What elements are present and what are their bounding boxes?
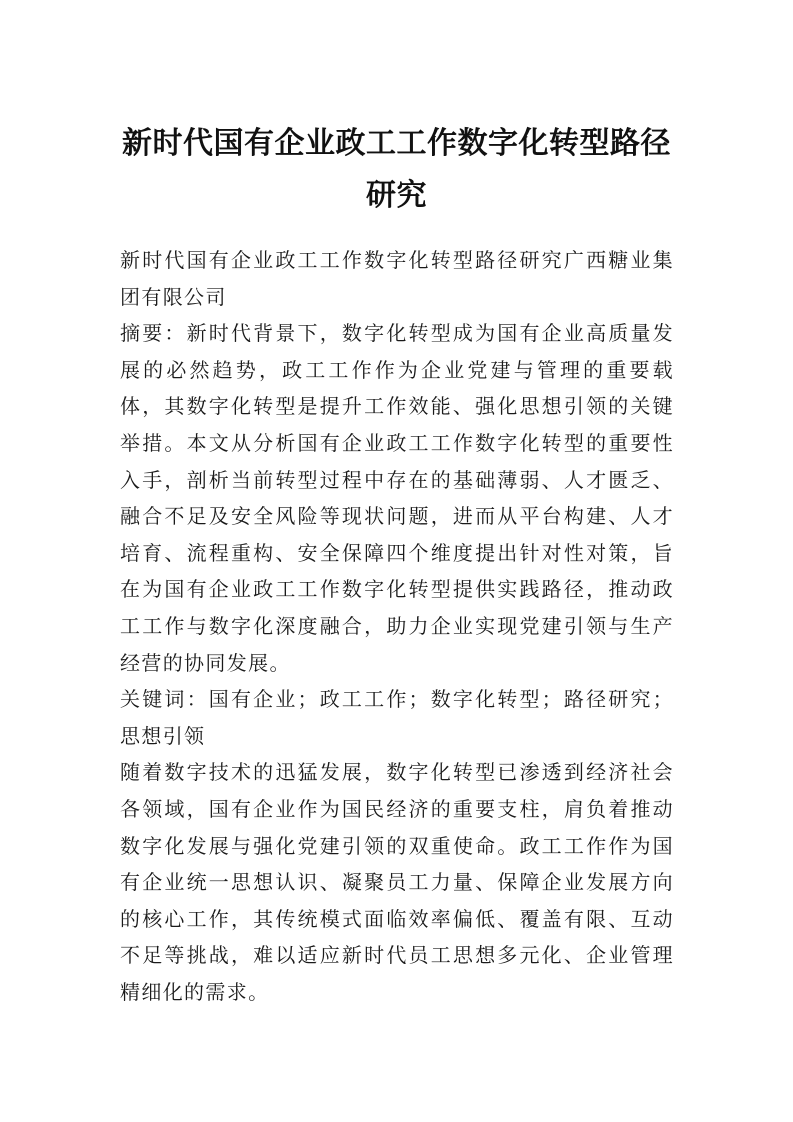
- title-line-1: 新时代国有企业政工工作数字化转型路径: [122, 126, 671, 161]
- paragraph-title-author: 新时代国有企业政工工作数字化转型路径研究广西糖业集团有限公司: [120, 248, 674, 309]
- paragraph-introduction: 随着数字技术的迅猛发展，数字化转型已渗透到经济社会各领域，国有企业作为国民经济的重要支柱，肩负着推动数字化发展与强化党建引领的双重使命。政工工作作为国有企业统一思想认识、凝聚员工力量、保障企业发展方向的核心工作，其传统模式面临效率偏低、覆盖有限、互动不足等挑战，难以适应新时代员工思想多元化、企业管理精细化的需求。: [120, 760, 674, 1004]
- title-line-2: 研究: [366, 178, 427, 213]
- paragraph-abstract: 摘要：新时代背景下，数字化转型成为国有企业高质量发展的必然趋势，政工工作作为企业党建与管理的重要载体，其数字化转型是提升工作效能、强化思想引领的关键举措。本文从分析国有企业政工工作数字化转型的重要性入手，剖析当前转型过程中存在的基础薄弱、人才匮乏、融合不足及安全风险等现状问题，进而从平台构建、人才培育、流程重构、安全保障四个维度提出针对性对策，旨在为国有企业政工工作数字化转型提供实践路径，推动政工工作与数字化深度融合，助力企业实现党建引领与生产经营的协同发展。: [120, 321, 674, 675]
- document-title: [120, 118, 673, 222]
- paragraph-keywords: 关键词：国有企业；政工工作；数字化转型；路径研究；思想引领: [120, 687, 674, 748]
- document-body: [120, 242, 674, 1010]
